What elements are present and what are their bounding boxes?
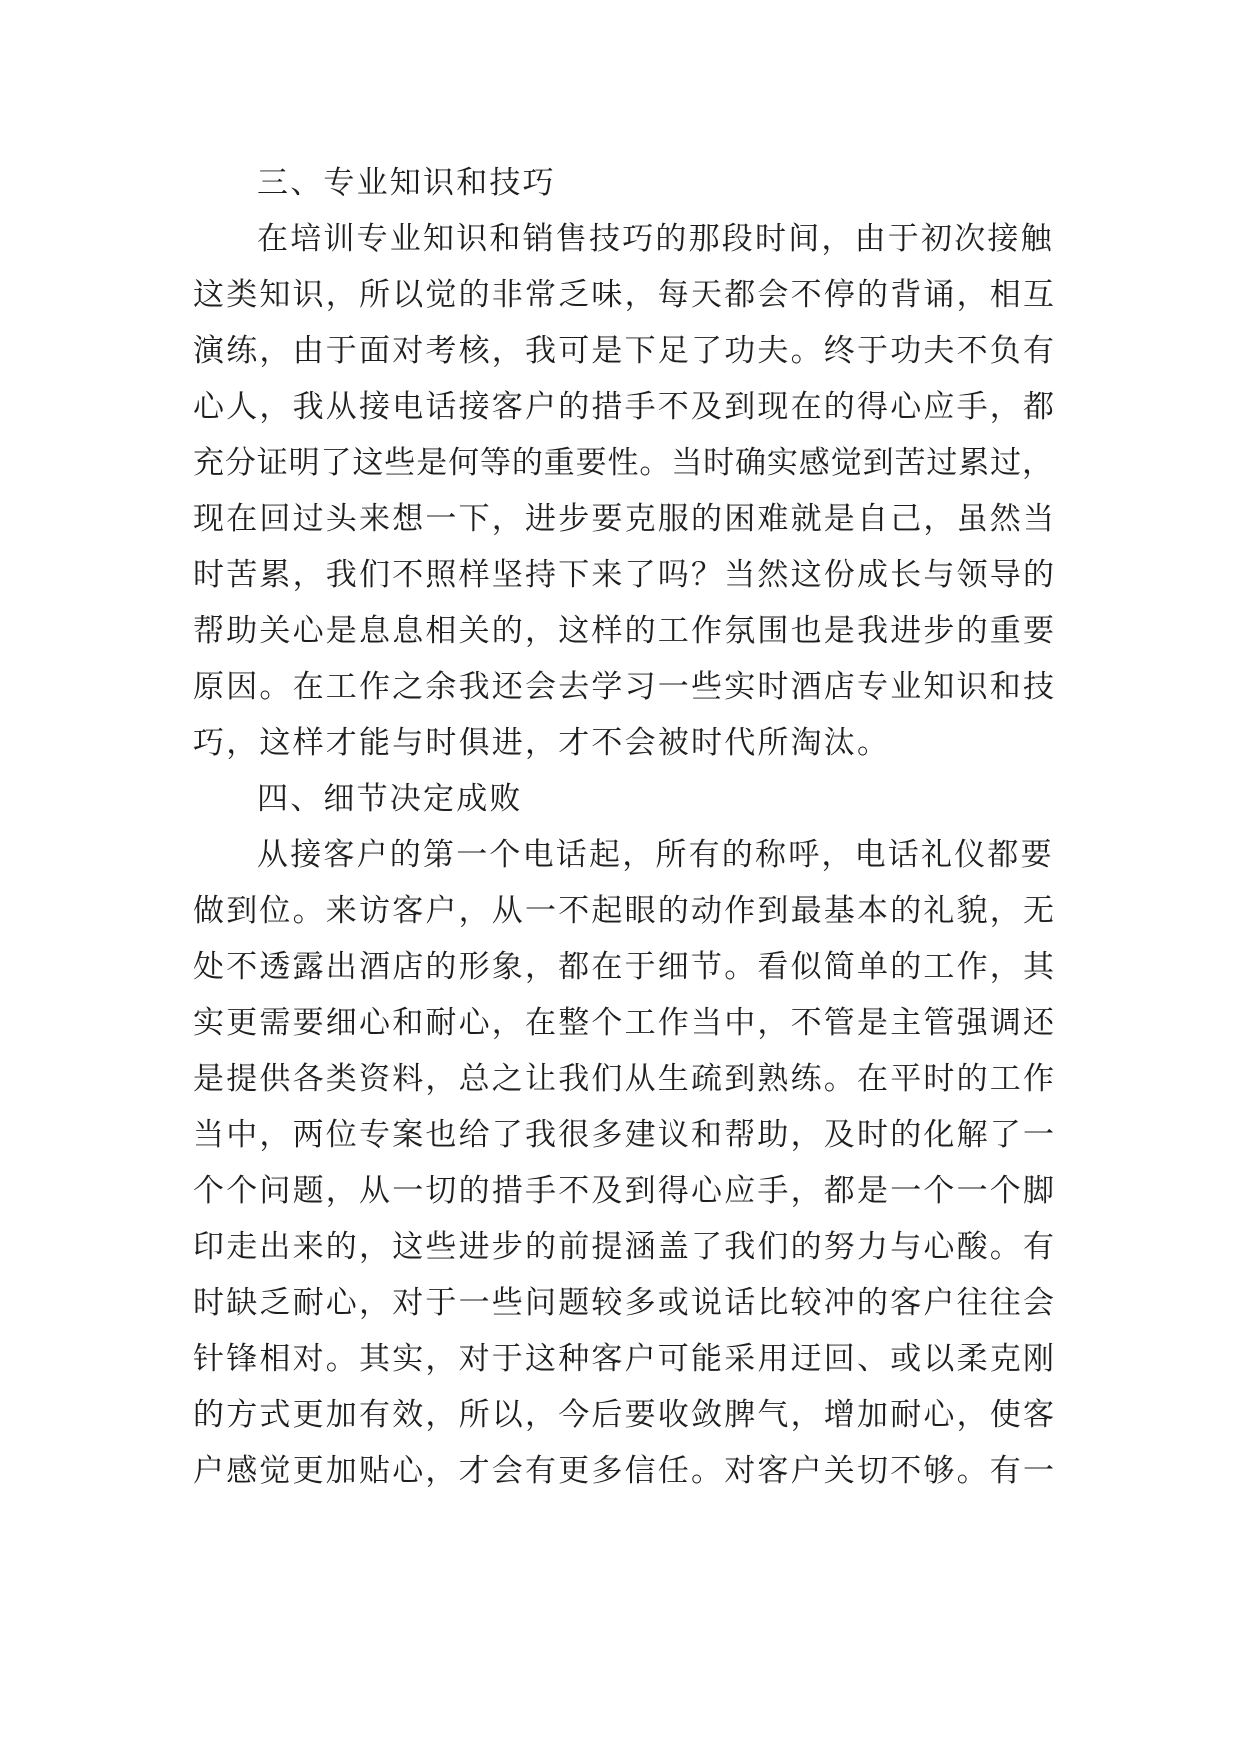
paragraph-line: 原因。在工作之余我还会去学习一些实时酒店专业知识和技 <box>193 669 1057 705</box>
paragraph-line: 充分证明了这些是何等的重要性。当时确实感觉到苦过累过， <box>193 445 1053 481</box>
heading-section-4: 四、细节决定成败 <box>257 781 523 817</box>
paragraph-line: 巧，这样才能与时俱进，才不会被时代所淘汰。 <box>193 725 891 761</box>
paragraph-line: 心人，我从接电话接客户的措手不及到现在的得心应手，都 <box>193 389 1057 425</box>
paragraph-line: 在培训专业知识和销售技巧的那段时间，由于初次接触 <box>257 221 1054 257</box>
paragraph-line: 时苦累，我们不照样坚持下来了吗？当然这份成长与领导的 <box>193 557 1057 593</box>
paragraph-line: 个个问题，从一切的措手不及到得心应手，都是一个一个脚 <box>193 1173 1057 1209</box>
paragraph-line: 实更需要细心和耐心，在整个工作当中，不管是主管强调还 <box>193 1005 1057 1041</box>
paragraph-line: 针锋相对。其实，对于这种客户可能采用迂回、或以柔克刚 <box>193 1341 1057 1377</box>
paragraph-line: 做到位。来访客户，从一不起眼的动作到最基本的礼貌，无 <box>193 893 1057 929</box>
paragraph-line: 处不透露出酒店的形象，都在于细节。看似简单的工作，其 <box>193 949 1057 985</box>
paragraph-line: 帮助关心是息息相关的，这样的工作氛围也是我进步的重要 <box>193 613 1057 649</box>
paragraph-line: 时缺乏耐心，对于一些问题较多或说话比较冲的客户往往会 <box>193 1285 1057 1321</box>
paragraph-line: 户感觉更加贴心，才会有更多信任。对客户关切不够。有一 <box>193 1453 1057 1489</box>
paragraph-line: 印走出来的，这些进步的前提涵盖了我们的努力与心酸。有 <box>193 1229 1057 1265</box>
paragraph-line: 现在回过头来想一下，进步要克服的困难就是自己，虽然当 <box>193 501 1057 537</box>
paragraph-line: 这类知识，所以觉的非常乏味，每天都会不停的背诵，相互 <box>193 277 1057 313</box>
paragraph-line: 演练，由于面对考核，我可是下足了功夫。终于功夫不负有 <box>193 333 1057 369</box>
heading-section-3: 三、专业知识和技巧 <box>257 165 556 201</box>
paragraph-line: 当中，两位专案也给了我很多建议和帮助，及时的化解了一 <box>193 1117 1057 1153</box>
paragraph-line: 的方式更加有效，所以，今后要收敛脾气，增加耐心，使客 <box>193 1397 1057 1433</box>
paragraph-line: 从接客户的第一个电话起，所有的称呼，电话礼仪都要 <box>257 837 1054 873</box>
paragraph-line: 是提供各类资料，总之让我们从生疏到熟练。在平时的工作 <box>193 1061 1057 1097</box>
